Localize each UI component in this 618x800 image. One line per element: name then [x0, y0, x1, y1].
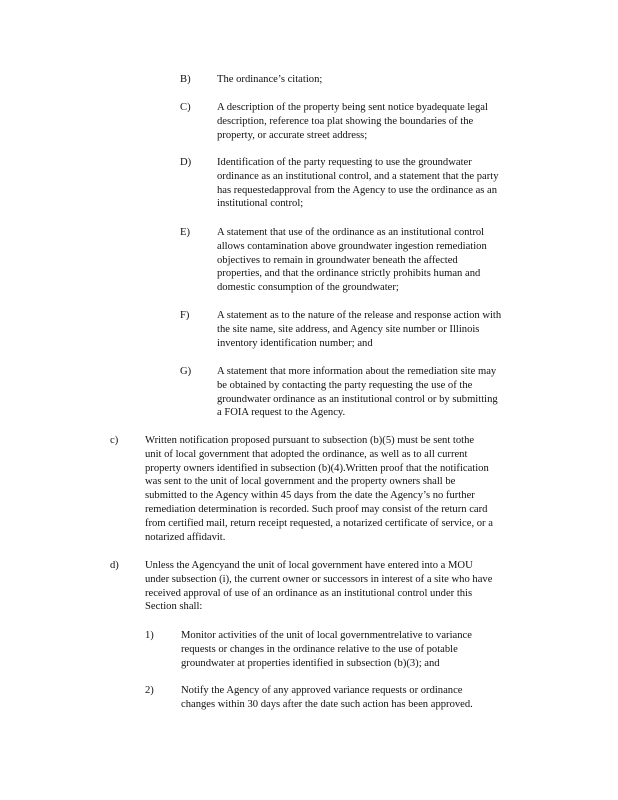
subitem-f-text: A statement as to the nature of the release and response action with the site name, site address, and Agency site number or Illinois inventory identification number; and — [217, 310, 502, 349]
item-c-label: c) — [110, 435, 119, 446]
item-d-text: Unless the Agencyand the unit of local government have entered into a MOU under subsection (i), the current owner or successors in interest of a site who have received approval of use of an ordinance as an institutional control under this Section shall: — [145, 560, 493, 613]
subitem-d-text: Identification of the party requesting to use the groundwater ordinance as an institutional control, and a statement that the party has requestedapproval from the Agency to use the ordinance as an institutional control; — [217, 157, 499, 210]
subitem-f-label: F) — [180, 310, 190, 321]
subitem-g-text: A statement that more information about the remediation site may be obtained by contacting the party requesting the use of the groundwater ordinance as an institutional control or by submitting a FOIA request to the Agency. — [217, 366, 498, 419]
subitem-g-label: G) — [180, 366, 192, 377]
subitem-c-label: C) — [180, 102, 191, 113]
subitem-b-label: B) — [180, 74, 191, 85]
subitem-d-label: D) — [180, 157, 192, 168]
subitem-2-text: Notify the Agency of any approved variance requests or ordinance changes within 30 days after the date such action has been approved. — [181, 685, 473, 710]
item-c-text: Written notification proposed pursuant to subsection (b)(5) must be sent tothe unit of local government that adopted the ordinance, as well as to all current property owners identified in subsection (b)(4).Written proof that the notification was sent to the unit of local government and the property owners shall be submitted to the Agency within 45 days from the date the Agency’s no further remediation determination is recorded. Such proof may consist of the return card from certified mail, return receipt requested, a notarized certificate of service, or a notarized affidavit. — [145, 435, 493, 543]
subitem-e-text: A statement that use of the ordinance as an institutional control allows contamination above groundwater ingestion remediation objectives to remain in groundwater beneath the affected properties, and that the ordinance strictly prohibits human and domestic consumption of the groundwater; — [217, 227, 487, 294]
subitem-b-text: The ordinance’s citation; — [217, 74, 323, 85]
subitem-2-label: 2) — [145, 685, 154, 696]
subitem-1-text: Monitor activities of the unit of local governmentrelative to variance requests or changes in the ordinance relative to the use of potable groundwater at properties identified in subsection (b)(3); and — [181, 630, 472, 669]
subitem-1-label: 1) — [145, 630, 154, 641]
subitem-e-label: E) — [180, 227, 190, 238]
item-d-label: d) — [110, 560, 119, 571]
subitem-c-text: A description of the property being sent notice byadequate legal description, reference toa plat showing the boundaries of the property, or accurate street address; — [217, 102, 488, 141]
